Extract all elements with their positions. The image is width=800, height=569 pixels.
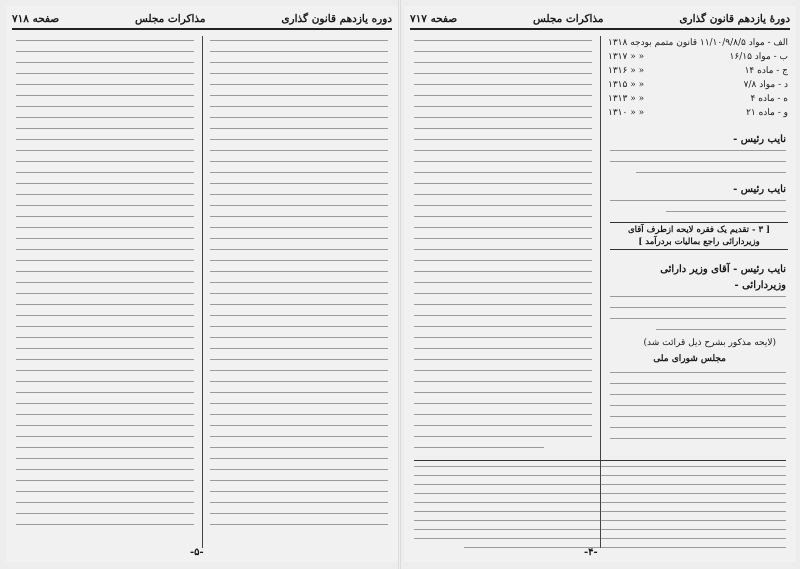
section-heading: [ ۳ - تقدیم یک فقره لایحه ازطرف آقای وزیردارائی راجع بمالیات بردرآمد ] [610,222,788,250]
addressee: مجلس شورای ملی [653,354,726,364]
speaker-label: نایب رئیس - [733,134,786,145]
table-row: ج - ماده ۱۴ « « ۱۳۱۶ [608,66,788,76]
header-title: مذاکرات مجلس [532,13,604,25]
page-717 [404,6,796,562]
header-session: دوره یازدهم قانون گذاری [281,13,392,25]
header-page-number: صفحه ۷۱۷ [410,13,458,25]
page-header [12,10,392,30]
speaker-label: وزیردارائی - [734,280,786,291]
table-row: و - ماده ۲۱ « « ۱۳۱۰ [608,108,788,118]
page-718 [6,6,398,562]
footnote-rule [414,460,786,461]
header-title: مذاکرات مجلس [134,13,206,25]
header-page-number: صفحه ۷۱۸ [12,13,60,25]
speaker-label: نایب رئیس - آقای وزیر دارائی [660,264,786,275]
table-row: الف - مواد ۱۱/۱۰/۹/۸/۵ قانون متمم بودجه ۱۳۱۸ [608,38,788,48]
book-fold [398,0,401,569]
speaker-label: نایب رئیس - [733,184,786,195]
column-divider [600,36,601,548]
page-header [410,10,790,30]
table-row: ب - مواد ۱۶/۱۵ « « ۱۳۱۷ [608,52,788,62]
column-divider [202,36,203,548]
table-row: د - مواد ۷/۸ « « ۱۳۱۵ [608,80,788,90]
page-number: -۵- [190,547,204,558]
page-number: -۴- [584,547,598,558]
table-row: ه - ماده ۴ « « ۱۳۱۳ [608,94,788,104]
reading-note: (لایحه مذکور بشرح ذیل قرائت شد) [643,338,776,348]
budget-law-table [608,36,788,120]
header-session: دورهٔ یازدهم قانون گذاری [679,13,790,25]
